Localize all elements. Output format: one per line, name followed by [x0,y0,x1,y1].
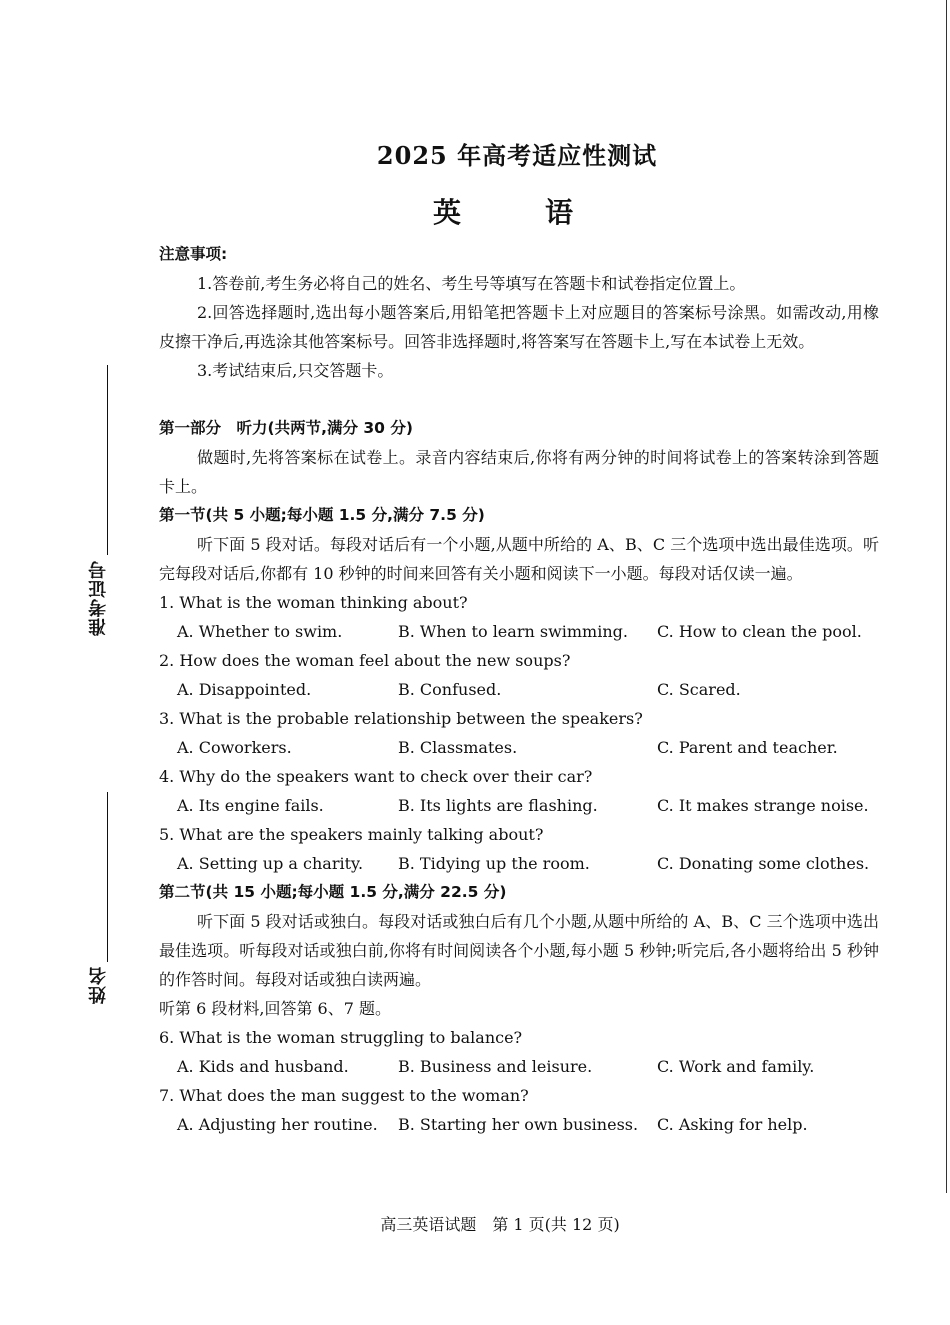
option-a: A. Kids and husband. [177,1057,349,1076]
notice-heading: 注意事项: [159,245,228,263]
option-b: B. Classmates. [398,738,518,757]
option-c: C. Work and family. [657,1057,815,1076]
page-footer: 高三英语试题 第 1 页(共 12 页) [380,1215,620,1234]
exam-content [159,240,879,1139]
option-b: B. Confused. [398,680,502,699]
option-c: C. Scared. [657,680,741,699]
question-stem: 6. What is the woman struggling to balance? [159,1028,523,1047]
option-a: A. Disappointed. [177,680,312,699]
question-2 [159,646,879,704]
question-stem: 3. What is the probable relationship between the speakers? [159,709,643,728]
options [159,791,879,820]
options [159,1110,879,1139]
section1-heading: 第一节(共 5 小题;每小题 1.5 分,满分 7.5 分) [159,506,485,524]
question-6 [159,1023,879,1081]
option-c: C. Parent and teacher. [657,738,838,757]
notice-item-1: 1.答卷前,考生务必将自己的姓名、考生号等填写在答题卡和试卷指定位置上。 [197,274,746,293]
section2-intro: 听下面 5 段对话或独白。每段对话或独白后有几个小题,从题中所给的 A、B、C 三个选项中选出最佳选项。听每段对话或独白前,你将有时间阅读各个小题,每小题 5 秒钟;听完后,各小题将给出 5 秒钟的作答时间。每段对话或独白读两遍。 [159,912,879,989]
notice-item-3: 3.考试结束后,只交答题卡。 [197,361,394,380]
question-1 [159,588,879,646]
option-c: C. How to clean the pool. [657,622,862,641]
option-a: A. Setting up a charity. [177,854,364,873]
section1-intro: 听下面 5 段对话。每段对话后有一个小题,从题中所给的 A、B、C 三个选项中选出最佳选项。听完每段对话后,你都有 10 秒钟的时间来回答有关小题和阅读下一小题。每段对话仅读一遍。 [159,535,879,583]
option-a: A. Coworkers. [177,738,292,757]
question-stem: 2. How does the woman feel about the new soups? [159,651,571,670]
question-stem: 4. Why do the speakers want to check over their car? [159,767,593,786]
question-4 [159,762,879,820]
question-3 [159,704,879,762]
name-line [107,792,108,962]
options [159,849,879,878]
option-c: C. It makes strange noise. [657,796,869,815]
section2-heading: 第二节(共 15 小题;每小题 1.5 分,满分 22.5 分) [159,883,507,901]
options [159,733,879,762]
notice-item-2: 2.回答选择题时,选出每小题答案后,用铅笔把答题卡上对应题目的答案标号涂黑。如需改动,用橡皮擦干净后,再选涂其他答案标号。回答非选择题时,将答案写在答题卡上,写在本试卷上无效。 [159,303,879,351]
option-c: C. Donating some clothes. [657,854,870,873]
material-note: 听第 6 段材料,回答第 6、7 题。 [159,999,391,1018]
exam-id-line [107,365,108,555]
part1-intro: 做题时,先将答案标在试卷上。录音内容结束后,你将有两分钟的时间将试卷上的答案转涂到答题卡上。 [159,448,879,496]
question-5 [159,820,879,878]
name-label: 姓名 [88,966,109,1004]
part1-heading: 第一部分 听力(共两节,满分 30 分) [159,419,413,437]
option-b: B. Tidying up the room. [398,854,590,873]
question-stem: 5. What are the speakers mainly talking about? [159,825,544,844]
option-a: A. Its engine fails. [177,796,324,815]
exam-id-label: 准考证号 [88,560,109,636]
option-b: B. Its lights are flashing. [398,796,598,815]
option-b: B. Starting her own business. [398,1115,639,1134]
question-7 [159,1081,879,1139]
subject-title: 英 语 [432,196,601,229]
options [159,675,879,704]
question-stem: 7. What does the man suggest to the woman? [159,1086,529,1105]
options [159,617,879,646]
option-b: B. Business and leisure. [398,1057,593,1076]
option-b: B. When to learn swimming. [398,622,628,641]
exam-title: 2025 年高考适应性测试 [376,141,658,170]
options [159,1052,879,1081]
question-stem: 1. What is the woman thinking about? [159,593,468,612]
option-c: C. Asking for help. [657,1115,808,1134]
page-edge-rule [946,0,947,1193]
option-a: A. Whether to swim. [177,622,343,641]
option-a: A. Adjusting her routine. [177,1115,378,1134]
